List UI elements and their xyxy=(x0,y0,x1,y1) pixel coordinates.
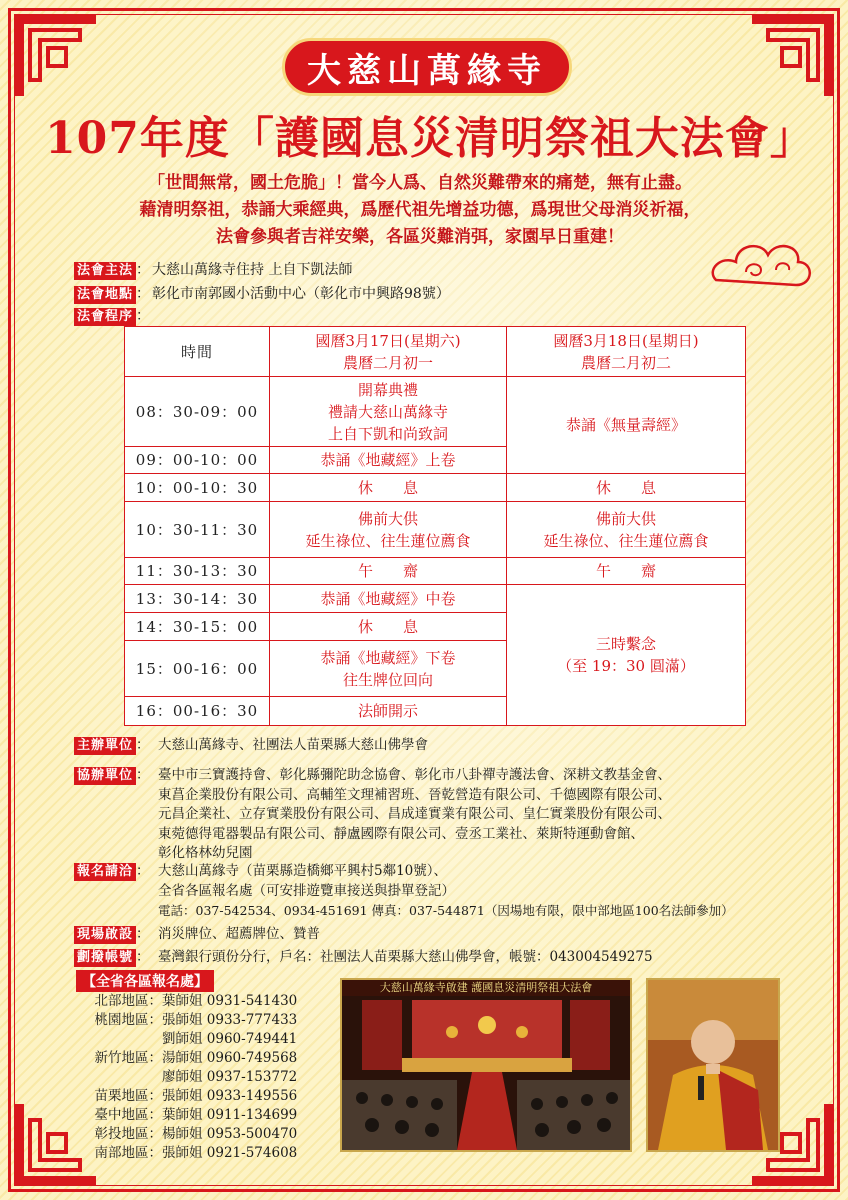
region-name: 北部地區： xyxy=(94,993,162,1009)
co-organizer-line: 臺中市三寶護持會、彰化縣彌陀助念協會、彰化市八卦禪寺護法會、深耕文教基金會、 xyxy=(158,767,671,783)
intro-text xyxy=(40,170,800,251)
day2-cell: 休 息 xyxy=(507,474,746,502)
regions-contact-list xyxy=(82,992,297,1163)
day2-date: 國曆3月18日(星期日) xyxy=(553,331,699,350)
day2-cell: 恭誦《無量壽經》 xyxy=(507,377,746,474)
cell-line: （至 19：30 圓滿） xyxy=(557,657,695,675)
registration-line: 電話：037-542534、0934-451691 傳真：037-544871（因場地有限，限中部地區100名法師參加） xyxy=(158,903,734,918)
list-item xyxy=(82,1087,297,1106)
time-cell: 13：30-14：30 xyxy=(125,585,270,613)
day1-cell xyxy=(270,377,507,447)
region-contact: 張師姐 0933-777433 xyxy=(162,1012,298,1028)
venue-value: 彰化市南郭國小活動中心（彰化市中興路98號） xyxy=(152,286,450,302)
temple-name-banner: 大慈山萬緣寺 xyxy=(282,38,572,96)
time-cell: 09：00-10：00 xyxy=(125,447,270,474)
region-name: 桃園地區： xyxy=(94,1012,162,1028)
region-name xyxy=(82,1030,162,1049)
registration-row: 報名請洽 ： 大慈山萬緣寺（苗栗縣造橋鄉平興村5鄰10號）、 全省各區報名處（可安排遊覽車接送與掛單登記） 電話：037-542534、0934-451691 傳真：037-544871（因場地有限，限中部地區100名法師參加） xyxy=(74,862,150,922)
list-item xyxy=(82,1106,297,1125)
header-day1 xyxy=(270,327,507,377)
list-item xyxy=(82,1125,297,1144)
list-item xyxy=(82,1030,297,1049)
day1-lunar: 農曆二月初一 xyxy=(342,353,433,372)
day1-date: 國曆3月17日(星期六) xyxy=(315,331,461,350)
remittance-value: 臺灣銀行頭份分行，戶名：社團法人苗栗縣大慈山佛學會，帳號：043004549275 xyxy=(158,949,653,965)
region-contact: 張師姐 0933-149556 xyxy=(162,1088,298,1104)
main-organizer-value: 大慈山萬緣寺、社團法人苗栗縣大慈山佛學會 xyxy=(158,737,428,753)
day2-cell xyxy=(507,585,746,726)
list-item xyxy=(82,1011,297,1030)
time-cell: 10：30-11：30 xyxy=(125,502,270,558)
cell-line: 三時繫念 xyxy=(595,635,656,653)
co-organizer-line: 東菖企業股份有限公司、高輔笙文理補習班、晉乾營造有限公司、千德國際有限公司、 xyxy=(158,786,671,803)
table-row xyxy=(125,558,746,585)
remittance-label: 劃撥帳號 xyxy=(74,949,136,967)
region-name: 苗栗地區： xyxy=(94,1088,162,1104)
table-row xyxy=(125,474,746,502)
corner-ornament-icon xyxy=(748,10,838,100)
time-cell: 10：00-10：30 xyxy=(125,474,270,502)
intro-line: 法會參與者吉祥安樂，各區災難消弭，家園早日重建！ xyxy=(216,227,624,247)
photo-caption: 大慈山萬緣寺啟建 護國息災清明祭祖大法會 xyxy=(342,980,630,996)
remittance-row: 劃撥帳號 ： 臺灣銀行頭份分行，戶名：社團法人苗栗縣大慈山佛學會，帳號：043004549275 xyxy=(74,948,150,968)
co-organizer-list xyxy=(158,766,848,864)
time-cell: 15：00-16：00 xyxy=(125,641,270,697)
cell-line: 佛前大供 xyxy=(357,509,418,528)
header-day2 xyxy=(507,327,746,377)
registration-list xyxy=(158,862,848,921)
region-contact: 廖師姐 0937-153772 xyxy=(162,1069,298,1085)
day2-lunar: 農曆二月初二 xyxy=(580,353,671,372)
venue-row: 法會地點 ： 彰化市南郭國小活動中心（彰化市中興路98號） xyxy=(74,283,450,304)
time-cell: 11：30-13：30 xyxy=(125,558,270,585)
day1-cell: 休 息 xyxy=(270,613,507,641)
table-row xyxy=(125,502,746,558)
master-portrait-photo xyxy=(646,978,780,1152)
co-organizer-row: 協辦單位 ： 臺中市三寶護持會、彰化縣彌陀助念協會、彰化市八卦禪寺護法會、深耕文教基金會、 東菖企業股份有限公司、高輔笙文理補習班、晉乾營造有限公司、千德國際有限公司、 元昌企業社、立存實業股份有限公司、昌成達實業有限公司、皇仁實業股份有限公司、 東菀德得電器製品有限公司、靜盧國際有限公司、壹丞工業社、萊斯特運動會館、 彰化格林幼兒園 xyxy=(74,766,150,866)
list-item xyxy=(82,1049,297,1068)
region-contact: 湯師姐 0960-749568 xyxy=(162,1050,298,1066)
day1-cell: 休 息 xyxy=(270,474,507,502)
cell-line: 往生牌位回向 xyxy=(342,670,433,689)
main-organizer-label: 主辦單位 xyxy=(74,737,136,755)
cell-line: 恭誦《地藏經》下卷 xyxy=(320,648,456,667)
region-contact: 楊師姐 0953-500470 xyxy=(162,1126,298,1142)
venue-label: 法會地點 xyxy=(74,286,136,304)
day1-cell: 恭誦《地藏經》上卷 xyxy=(270,447,507,474)
cell-line: 延生祿位、往生蓮位薦食 xyxy=(543,531,709,550)
ceremony-hall-photo xyxy=(340,978,632,1152)
program-label: 法會程序 xyxy=(74,308,136,326)
time-cell: 16：00-16：30 xyxy=(125,697,270,726)
host-row: 法會主法 ： 大慈山萬緣寺住持 上自下凱法師 xyxy=(74,259,352,280)
cell-line: 佛前大供 xyxy=(595,509,656,528)
registration-line: 全省各區報名處（可安排遊覽車接送與掛單登記） xyxy=(158,882,455,899)
host-value: 大慈山萬緣寺住持 上自下凱法師 xyxy=(152,262,353,278)
main-organizer-row: 主辦單位 ： 大慈山萬緣寺、社團法人苗栗縣大慈山佛學會 xyxy=(74,736,150,756)
program-row: 法會程序 ： xyxy=(74,305,150,326)
region-contact: 劉師姐 0960-749441 xyxy=(162,1031,298,1047)
regions-title: 【全省各區報名處】 xyxy=(76,970,214,992)
day2-cell xyxy=(507,502,746,558)
cell-line: 禮請大慈山萬緣寺 xyxy=(327,402,448,421)
page-title: 107年度「護國息災清明祭祖大法會」 xyxy=(45,113,815,164)
intro-line: 「世間無常，國土危脆」！當今人爲、自然災難帶來的痛楚，無有止盡。 xyxy=(148,173,692,193)
cell-line: 延生祿位、往生蓮位薦食 xyxy=(305,531,471,550)
region-contact: 葉師姐 0931-541430 xyxy=(162,993,298,1009)
region-contact: 張師姐 0921-574608 xyxy=(162,1145,298,1161)
list-item xyxy=(82,1068,297,1087)
region-name: 新竹地區： xyxy=(94,1050,162,1066)
region-name xyxy=(82,1068,162,1087)
registration-label: 報名請洽 xyxy=(74,863,136,881)
master-portrait-image-icon xyxy=(648,980,778,1150)
region-contact: 葉師姐 0911-134699 xyxy=(162,1107,298,1123)
cell-line: 上自下凱和尚致詞 xyxy=(327,424,448,443)
table-row xyxy=(125,585,746,613)
list-item xyxy=(82,992,297,1011)
onsite-value: 消災牌位、超薦牌位、贊普 xyxy=(158,926,320,942)
corner-ornament-icon xyxy=(10,10,100,100)
header-time: 時間 xyxy=(125,327,270,377)
intro-line: 藉清明祭祖，恭誦大乘經典，爲歷代祖先增益功德，爲現世父母消災祈福， xyxy=(139,200,701,220)
co-organizer-line: 東菀德得電器製品有限公司、靜盧國際有限公司、壹丞工業社、萊斯特運動會館、 xyxy=(158,825,644,842)
region-name: 臺中地區： xyxy=(94,1107,162,1123)
co-organizer-line: 元昌企業社、立存實業股份有限公司、昌成達實業有限公司、皇仁實業股份有限公司、 xyxy=(158,806,671,822)
registration-line: 大慈山萬緣寺（苗栗縣造橋鄉平興村5鄰10號）、 xyxy=(158,863,448,879)
day2-cell: 午 齋 xyxy=(507,558,746,585)
day1-cell: 法師開示 xyxy=(270,697,507,726)
time-cell: 14：30-15：00 xyxy=(125,613,270,641)
day1-cell: 午 齋 xyxy=(270,558,507,585)
day1-cell xyxy=(270,502,507,558)
table-row xyxy=(125,377,746,447)
auspicious-cloud-icon xyxy=(706,230,816,300)
table-header-row xyxy=(125,327,746,377)
ceremony-hall-image-icon xyxy=(342,980,630,1150)
day1-cell: 恭誦《地藏經》中卷 xyxy=(270,585,507,613)
onsite-label: 現場啟設 xyxy=(74,926,136,944)
region-name: 彰投地區： xyxy=(94,1126,162,1142)
day1-cell xyxy=(270,641,507,697)
list-item xyxy=(82,1144,297,1163)
time-cell: 08：30-09：00 xyxy=(125,377,270,447)
co-organizer-label: 協辦單位 xyxy=(74,767,136,785)
cell-line: 開幕典禮 xyxy=(357,380,418,399)
host-label: 法會主法 xyxy=(74,262,136,280)
onsite-row: 現場啟設 ： 消災牌位、超薦牌位、贊普 xyxy=(74,925,150,945)
co-organizer-line: 彰化格林幼兒園 xyxy=(158,845,253,861)
region-name: 南部地區： xyxy=(94,1145,162,1161)
schedule-table xyxy=(124,326,746,726)
